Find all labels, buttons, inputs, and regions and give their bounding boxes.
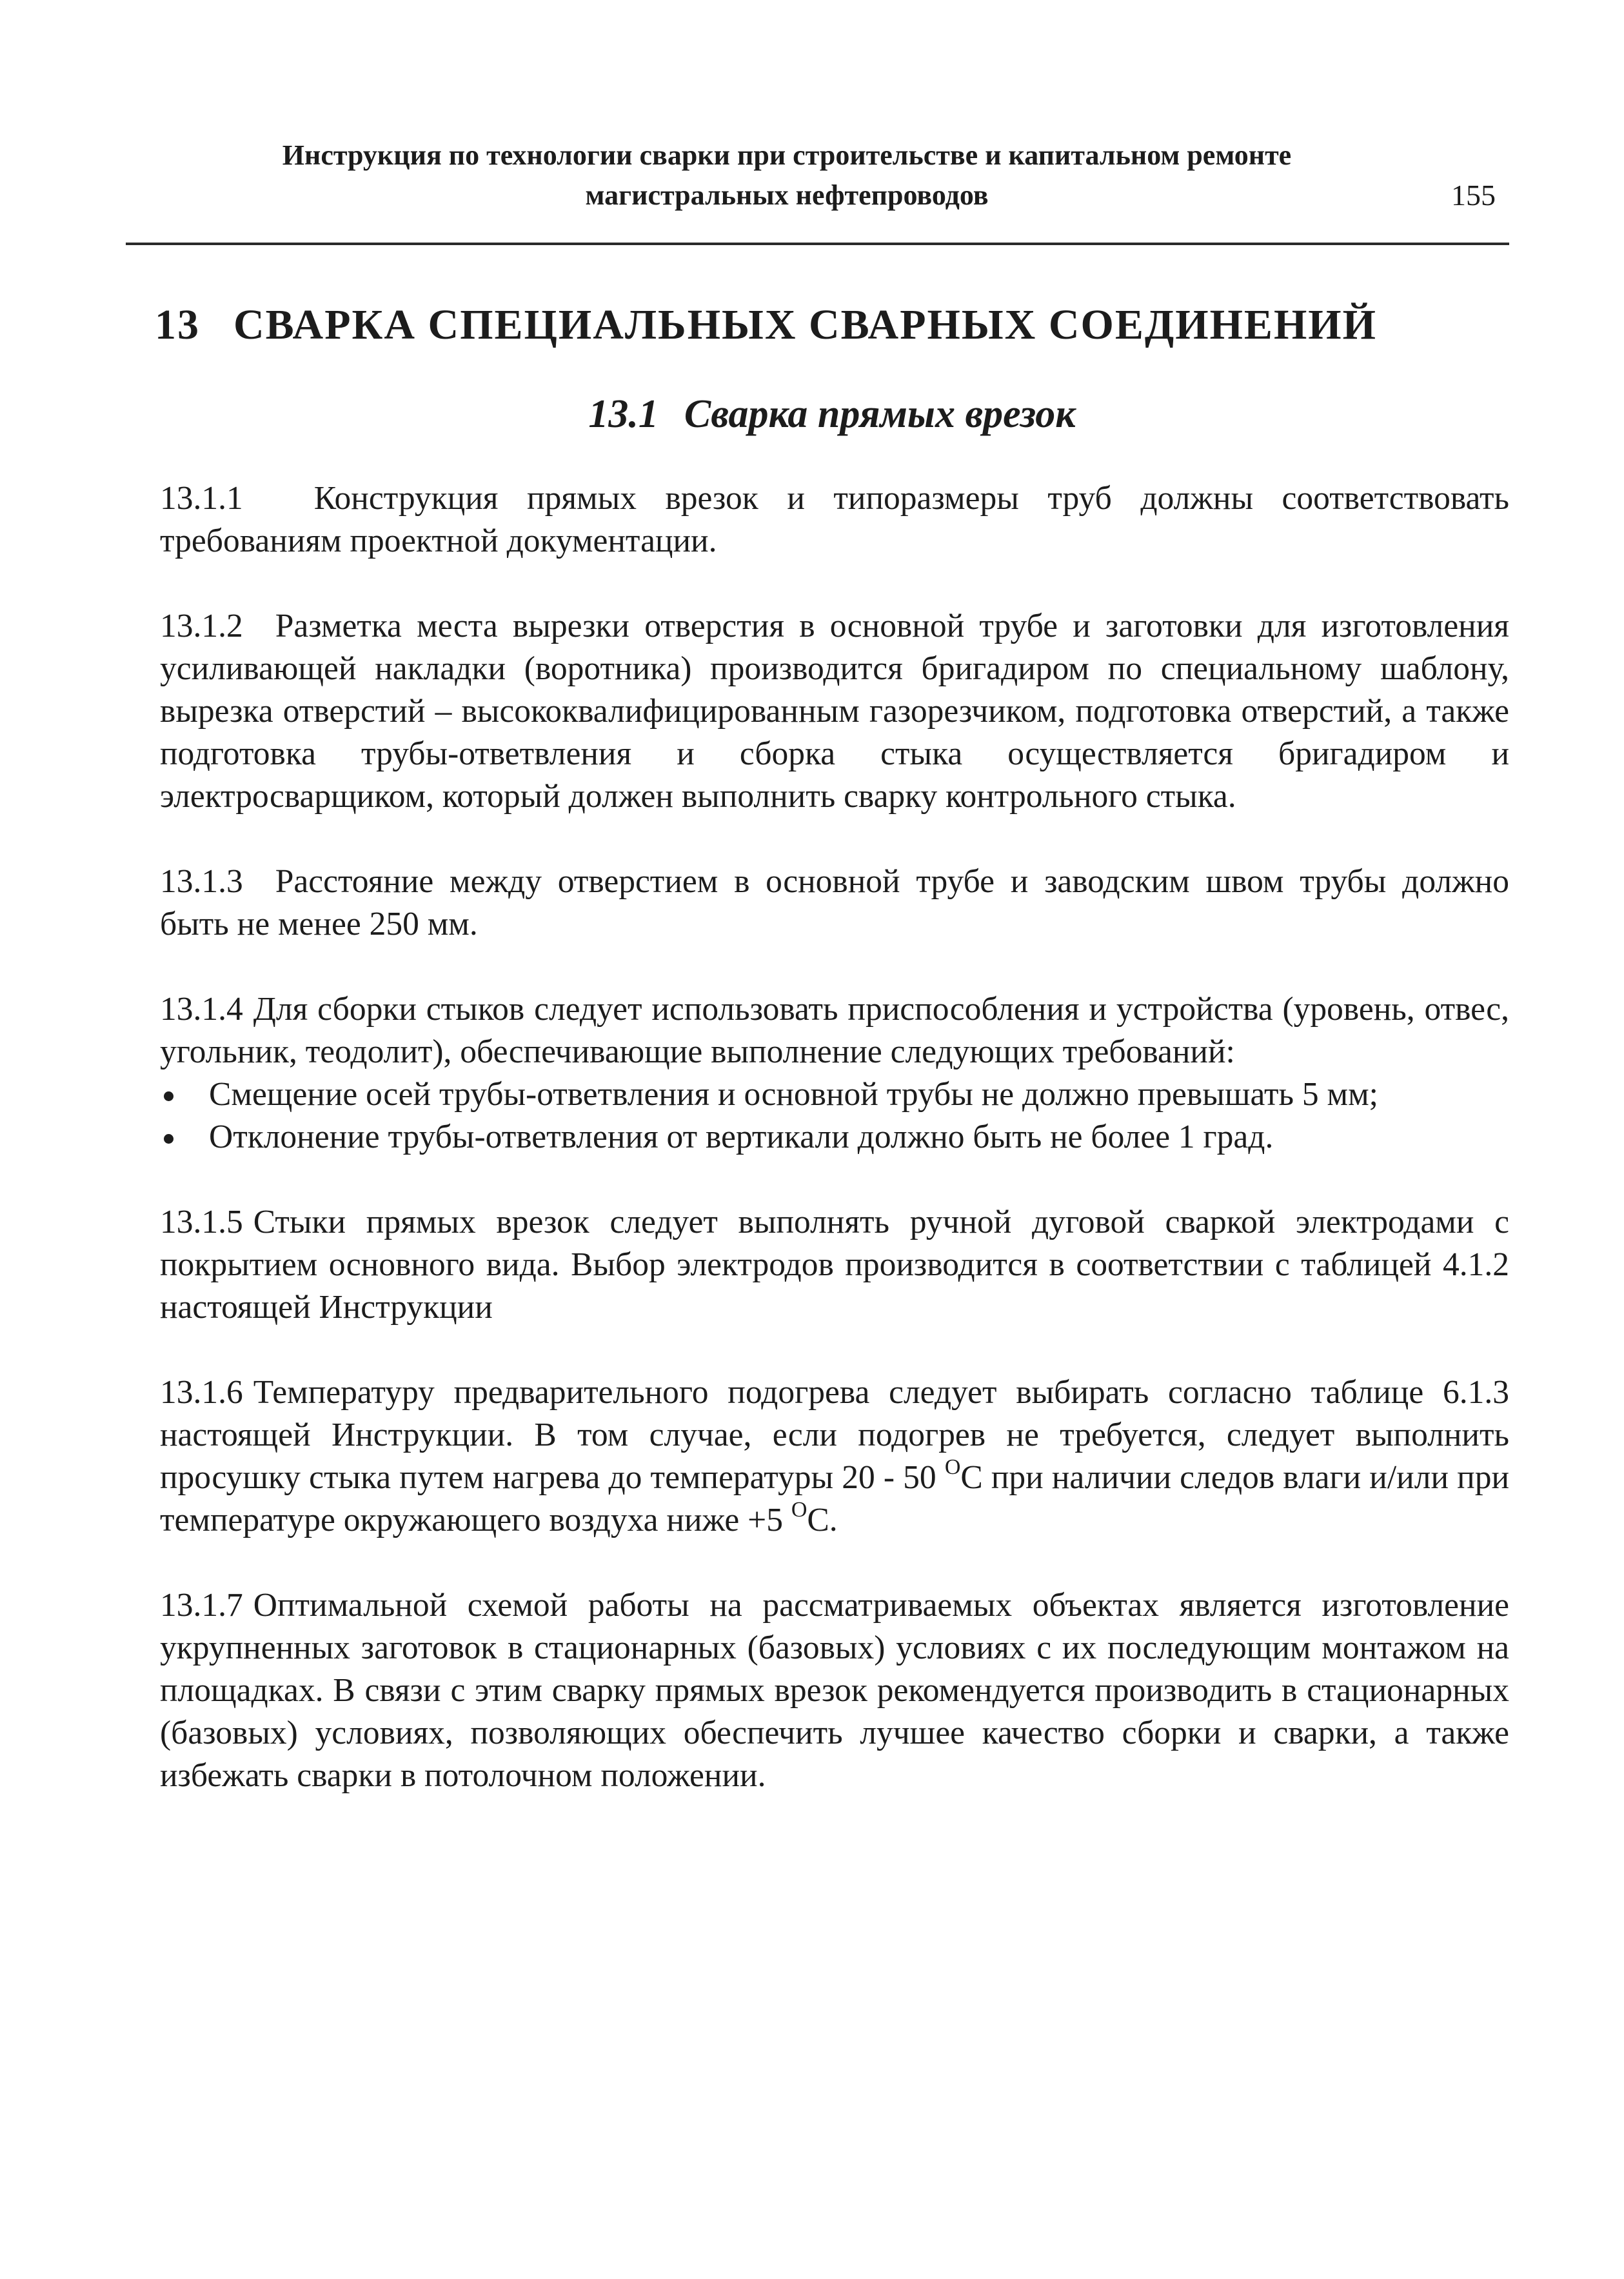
page-number: 155 [1451,179,1496,212]
clause-13-1-2 [160,605,1509,818]
degree-sign: О [791,1498,807,1522]
clause-13-1-7 [160,1584,1509,1797]
clause-number: 13.1.5 [160,1204,243,1240]
document-body [160,477,1509,1840]
header-divider [126,243,1509,245]
clause-13-1-3 [160,861,1509,946]
clause-13-1-4 [160,988,1509,1159]
degree-sign: О [944,1455,961,1479]
running-header [193,135,1380,215]
clause-text-part-3: С. [807,1502,838,1538]
clause-13-1-1 [160,477,1509,562]
clause-13-1-5 [160,1201,1509,1329]
clause-intro [160,988,1509,1073]
clause-text-part-1: Температуру предварительного подогрева следует выбирать согласно таблице 6.1.3 настоящей Инструкции. В том случае, если подогрев не требуется, следует выполнить просушку стыка путем нагрева до температуры 20 - 50 [160,1374,1509,1496]
chapter-title: СВАРКА СПЕЦИАЛЬНЫХ СВАРНЫХ СОЕДИНЕНИЙ [233,301,1377,348]
section-heading [155,388,1509,440]
chapter-heading [155,298,1509,352]
clause-text: Оптимальной схемой работы на рассматриваемых объектах является изготовление укрупненных заготовок в стационарных (базовых) условиях с их последующим монтажом на площадках. В связи с этим сварку прямых врезок рекомендуется производить в стационарных (базовых) условиях, позволяющих обеспечить лучшее качество сборки и сварки, а также избежать сварки в потолочном положении. [160,1587,1509,1794]
clause-text: Расстояние между отверстием в основной трубе и заводским швом трубы должно быть не менее 250 мм. [160,863,1509,942]
running-header-line-1: Инструкция по технологии сварки при строительстве и капитальном ремонте [282,139,1292,171]
section-title: Сварка прямых врезок [684,392,1076,436]
clause-number: 13.1.7 [160,1587,243,1624]
clause-number: 13.1.6 [160,1374,243,1411]
clause-number: 13.1.1 [160,480,243,517]
bullet-icon [164,1091,173,1101]
clause-number: 13.1.4 [160,991,243,1028]
clause-text: Для сборки стыков следует использовать приспособления и устройства (уровень, отвес, угольник, теодолит), обеспечивающие выполнение следующих требований: [160,991,1509,1070]
list-item-text: Смещение осей трубы-ответвления и основной трубы не должно превышать 5 мм; [209,1076,1378,1113]
clause-text: Разметка места вырезки отверстия в основной трубе и заготовки для изготовления усиливающей накладки (воротника) производится бригадиром по специальному шаблону, вырезка отверстий – высококвалифицированным газорезчиком, подготовка отверстий, а также подготовка трубы-ответвления и сборка стыка осуществляется бригадиром и электросварщиком, который должен выполнить сварку контрольного стыка. [160,608,1509,815]
clause-13-1-6 [160,1371,1509,1542]
clause-text-part-2: С при наличии следов влаги и/или при температуре окружающего воздуха ниже +5 [160,1459,1510,1538]
list-item [160,1073,1509,1116]
clause-number: 13.1.3 [160,863,243,900]
chapter-number: 13 [155,301,200,348]
requirements-list [160,1073,1509,1159]
bullet-icon [164,1134,173,1144]
clause-number: 13.1.2 [160,608,243,644]
list-item-text: Отклонение трубы-ответвления от вертикали должно быть не более 1 град. [209,1119,1274,1155]
section-number: 13.1 [588,392,659,436]
clause-text: Стыки прямых врезок следует выполнять ручной дуговой сваркой электродами с покрытием основного вида. Выбор электродов производится в соответствии с таблицей 4.1.2 настоящей Инструкции [160,1204,1509,1326]
list-item [160,1116,1509,1159]
clause-text: Конструкция прямых врезок и типоразмеры труб должны соответствовать требованиям проектной документации. [160,480,1509,559]
running-header-line-2: магистральных нефтепроводов [585,179,989,211]
